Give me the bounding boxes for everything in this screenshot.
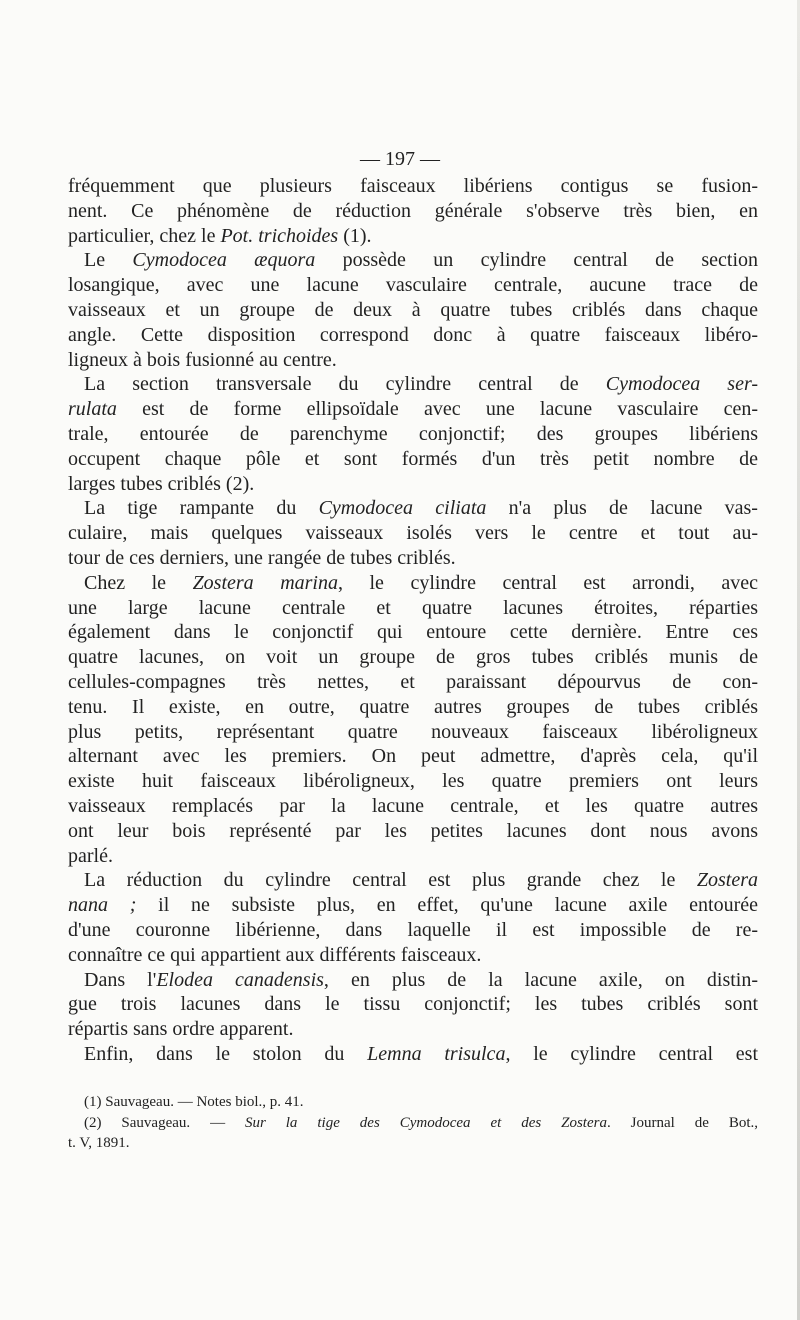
text-run: angle. Cette disposition correspond donc à quatre faisceaux libéro- (68, 323, 758, 346)
text-run: gue trois lacunes dans le tissu conjonctif; les tubes criblés sont (68, 993, 758, 1016)
text-run: , le cylindre central est (505, 1043, 758, 1065)
text-run: t. V, 1891. (68, 1135, 130, 1151)
text-run: plus petits, représentant quatre nouveaux faisceaux libéroligneux (68, 720, 758, 743)
text-run: une large lacune centrale et quatre lacunes étroites, réparties (68, 596, 758, 619)
text-run: , en plus de la lacune axile, on distin- (323, 968, 759, 991)
text-line (68, 893, 758, 918)
text-run: connaître ce qui appartient aux différents faisceaux. (68, 943, 482, 966)
text-line (68, 348, 758, 373)
text-run: larges tubes criblés (2). (68, 472, 255, 495)
text-run: vaisseaux et un groupe de deux à quatre tubes criblés dans chaque (68, 299, 758, 321)
text-run: répartis sans ordre apparent. (68, 1018, 294, 1041)
text-line (68, 422, 758, 447)
text-run: tour de ces derniers, une rangée de tubes criblés. (68, 547, 456, 569)
text-run: nent. Ce phénomène de réduction générale s'observe très bien, en (68, 199, 758, 222)
italic-term: Zostera marina (192, 571, 338, 594)
text-run: quatre lacunes, on voit un groupe de gros tubes criblés munis de (68, 646, 758, 669)
text-line (68, 918, 758, 943)
text-line (68, 397, 758, 422)
text-run: Le (84, 249, 133, 272)
text-line (68, 943, 758, 968)
text-line (84, 968, 758, 993)
text-run: Dans l' (84, 968, 157, 991)
text-line (84, 1042, 758, 1067)
text-run: Enfin, dans le stolon du (84, 1043, 368, 1065)
text-line (68, 794, 758, 819)
page-number: — 197 — (360, 148, 440, 170)
text-run: trale, entourée de parenchyme conjonctif; des groupes libériens (68, 423, 758, 445)
text-line (68, 546, 758, 571)
italic-term: Elodea canadensis (156, 968, 324, 991)
text-line (68, 199, 758, 224)
text-run: . Journal de Bot., (606, 1114, 758, 1131)
text-run: (1) Sauvageau. — Notes biol., p. 41. (84, 1094, 304, 1110)
text-line (68, 744, 758, 769)
text-run: d'une couronne libérienne, dans laquelle il est impossible de re- (68, 919, 758, 941)
text-line (68, 323, 758, 348)
text-run: possède un cylindre central de section (315, 249, 758, 272)
italic-term: Sur la tige des Cymodocea et des Zostera (245, 1114, 607, 1131)
text-run: tenu. Il existe, en outre, quatre autres groupes de tubes criblés (68, 695, 758, 718)
text-line (68, 521, 758, 546)
text-run: fréquemment que plusieurs faisceaux libériens contigus se fusion- (68, 175, 758, 197)
text-line (84, 496, 758, 521)
text-run: il ne subsiste plus, en effet, qu'une lacune axile entourée (136, 894, 758, 917)
text-run: vaisseaux remplacés par la lacune centrale, et les quatre autres (68, 795, 758, 817)
italic-term: Cymodocea ser- (605, 373, 758, 396)
italic-term: Pot. trichoides (220, 224, 339, 247)
text-run: n'a plus de lacune vas- (486, 497, 758, 520)
italic-term: nana ; (68, 894, 137, 917)
text-run: Chez le (84, 571, 193, 594)
text-line (68, 596, 758, 621)
text-run: alternant avec les premiers. On peut admettre, d'après cela, qu'il (68, 745, 758, 768)
text-run: (2) Sauvageau. — (84, 1114, 245, 1131)
text-run: occupent chaque pôle et sont formés d'un très petit nombre de (68, 447, 758, 470)
italic-term: rulata (68, 398, 117, 421)
text-line (68, 819, 758, 844)
text-run: cellules-compagnes très nettes, et paraissant dépourvus de con- (68, 671, 758, 693)
text-line (84, 868, 758, 893)
text-run: est de forme ellipsoïdale avec une lacune vasculaire cen- (116, 398, 758, 421)
italic-term: Zostera (696, 869, 758, 892)
text-run: culaire, mais quelques vaisseaux isolés vers le centre et tout au- (68, 522, 758, 545)
text-line (68, 174, 758, 199)
text-line (68, 844, 758, 869)
text-line (68, 720, 758, 745)
text-line (68, 695, 758, 720)
text-line (68, 472, 758, 497)
text-line (68, 447, 758, 472)
text-run: existe huit faisceaux libéroligneux, les quatre premiers ont leurs (68, 770, 758, 793)
text-run: La réduction du cylindre central est plus grande chez le (84, 869, 697, 892)
text-run: La tige rampante du (84, 497, 319, 520)
text-run: losangique, avec une lacune vasculaire centrale, aucune trace de (68, 274, 758, 297)
text-run: ont leur bois représenté par les petites lacunes dont nous avons (68, 819, 758, 842)
text-line (68, 224, 758, 249)
footnote (84, 1092, 758, 1112)
text-run: La section transversale du cylindre central de (84, 373, 606, 396)
text-line (68, 273, 758, 298)
text-run: particulier, chez le (68, 224, 221, 247)
text-line (84, 372, 758, 397)
italic-term: Cymodocea ciliata (318, 497, 487, 520)
footnote (68, 1133, 742, 1153)
text-line (84, 248, 758, 273)
text-line (68, 992, 758, 1017)
text-line (68, 1017, 758, 1042)
text-run: , le cylindre central est arrondi, avec (337, 571, 759, 594)
text-run: ligneux à bois fusionné au centre. (68, 348, 337, 371)
italic-term: Lemna trisulca (367, 1043, 506, 1065)
footnote (84, 1113, 758, 1133)
text-run: (1). (338, 224, 372, 247)
text-line (68, 620, 758, 645)
text-run: également dans le conjonctif qui entoure cette dernière. Entre ces (68, 621, 758, 644)
text-line (68, 645, 758, 670)
text-line (84, 571, 758, 596)
italic-term: Cymodocea æquora (132, 249, 316, 272)
text-line (68, 298, 758, 323)
text-line (68, 670, 758, 695)
text-line (68, 769, 758, 794)
text-run: parlé. (68, 844, 113, 867)
